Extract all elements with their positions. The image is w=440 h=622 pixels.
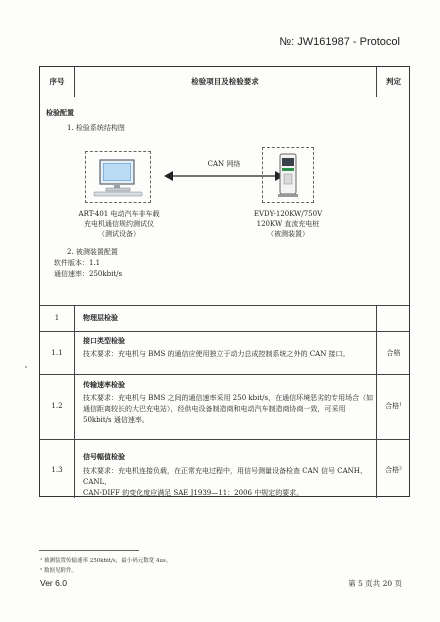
row-number: 1.3 [51,466,63,474]
charger-device-line: EVDY-120KW/750V [253,210,323,218]
can-network-label: CAN 网络 [207,160,241,168]
comm-rate: 通信速率：250kbit/s [54,270,123,278]
charger-device-line: （被测装置） [267,230,309,239]
inspection-table [39,66,410,497]
footnote: ² 数据见附件。 [40,568,77,574]
test-device-caption [64,209,174,239]
section-number: 1 [54,314,60,322]
charging-pile-icon [263,148,313,202]
config-block [40,97,409,305]
test-device-line: （测试设备） [98,230,140,239]
row-title: 传输速率检验 [83,380,125,389]
requirement-line: 50kbit/s 通信速率。 [83,415,149,424]
header-verdict: 判定 [386,77,401,86]
config-title: 检验配置 [46,108,74,117]
header-item: 检验项目及检验要求 [191,77,259,86]
test-device-box [85,151,151,203]
margin-mark [25,366,27,368]
row-divider [40,331,409,332]
row-requirement: 技术要求：充电机与 BMS 的通信应使用独立于动力总成控制系统之外的 CAN 接口。 [83,350,350,358]
requirement-line: 通信距离较长的大巴充电站），经供电设备制造商和电动汽车制造商协商一致，可采用 [83,404,346,413]
footnote: ¹ 被测装置传输速率 250kbit/s，最小码元数宽 4us。 [40,558,172,564]
software-version: 软件版本：1.1 [54,259,101,267]
version-label: Ver 6.0 [40,578,67,588]
document-number: №: JW161987 - Protocol [279,36,400,48]
structure-label: 1. 检验系统结构图 [67,124,125,132]
charger-device-caption [232,209,344,239]
page-number: 第 5 页共 20 页 [348,579,402,588]
row-verdict: 合格¹ [385,402,402,410]
test-device-line: 充电机通信规约测试仪 [84,220,154,229]
requirement-line: CAN-DIFF 的变化度应满足 SAE J1939—11：2006 中规定的要求。 [83,488,304,497]
charger-device-line: 120KW 直流充电桩 [256,220,320,229]
charger-device-box [262,147,314,203]
row-number: 1.1 [51,349,63,357]
row-title: 信号幅值检验 [83,452,125,461]
row-requirement [83,393,375,426]
row-divider [40,439,409,440]
computer-icon [86,152,150,202]
row-requirement [83,466,375,499]
row-divider [40,374,409,375]
row-number: 1.2 [51,402,63,410]
section-title: 物理层检验 [83,313,118,322]
row-verdict: 合格 [386,349,401,357]
requirement-line: 技术要求：充电机连接负载，在正常充电过程中，用信号测量设备检查 CAN 信号 CANH、CANL、 [83,467,367,486]
requirement-line: 技术要求：充电机与 BMS 之间的通信速率采用 250 kbit/s，在通信环境恶劣的专用场合（如 [83,394,374,402]
dut-heading: 2. 被测装置配置 [67,248,118,256]
test-device-line: ART-401 电动汽车非车载 [78,210,160,218]
row-verdict: 合格² [385,466,402,474]
header-seq: 序号 [49,77,65,86]
footnote-rule [39,550,139,551]
row-title: 接口类型检验 [83,336,125,345]
row-divider [40,305,409,306]
